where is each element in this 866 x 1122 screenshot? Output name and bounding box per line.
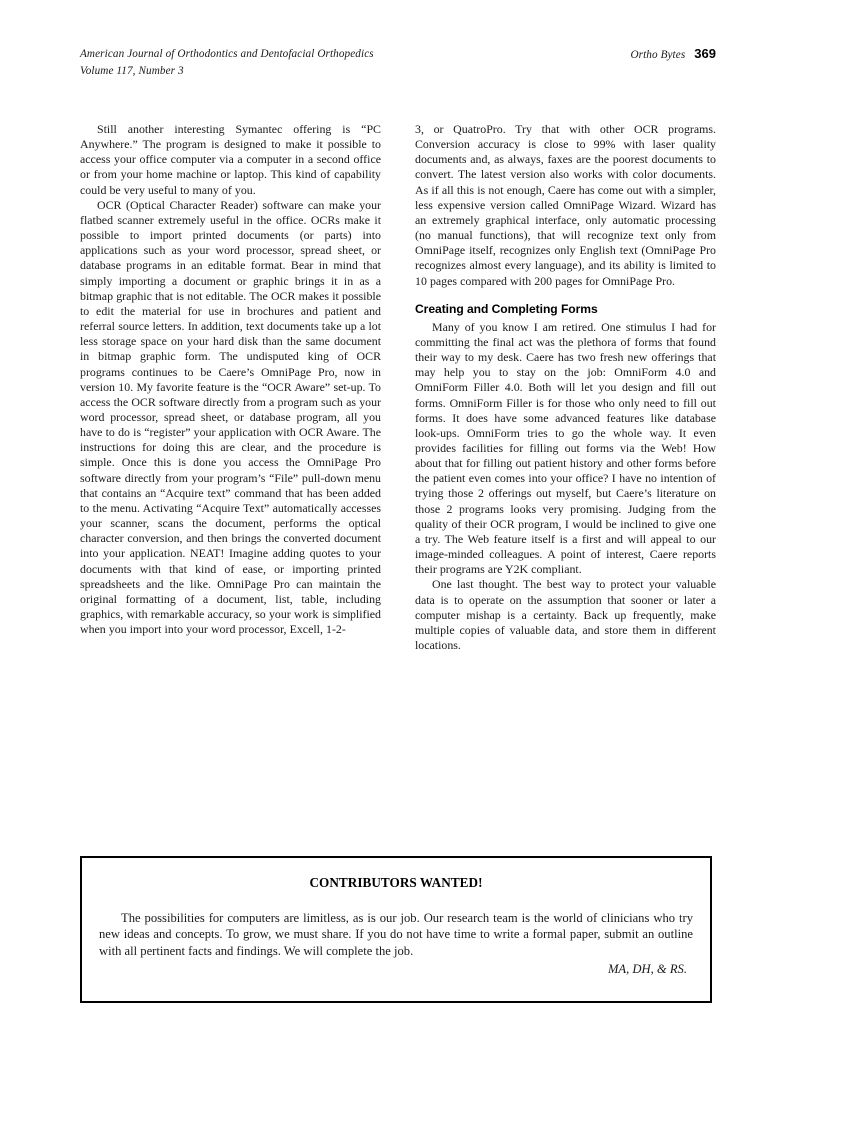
paragraph: OCR (Optical Character Reader) software can make your flatbed scanner extremely useful in the office. OCRs make it possible to import printed documents (or parts) into applications such as your word processor, spread sheet, or database programs in an editable format. Bear in mind that simply importing a document or graphic brings it in as a bitmap graphic that is not editable. The OCR makes it possible to edit the material for use in brochures and patient and referral source letters. In addition, text documents take up a lot less storage space on your hard disk than the same document in bitmap graphic form. The undisputed king of OCR programs continues to be Caere’s OmniPage Pro, now in version 10. My favorite feature is the “OCR Aware” set-up. To access the OCR software directly from a program such as your word processor, spread sheet, or database program, all you have to do is “register” your application with OCR Aware. The instructions for doing this are clear, and the procedure is simple. Once this is done you access the OmniPage Pro software directly from your program’s “File” pull-down menu that contains an “Acquire text” command that has been added to the menu. Activating “Acquire Text” automatically accesses your scanner, scans the document, performs the optical character conversion, and then brings the converted document into your application. NEAT! Imagine adding quotes to your documents with that kind of ease, or importing printed spreadsheets and the like. OmniPage Pro can maintain the original formatting of a document, list, table, including graphics, with remarkable accuracy, so your work is simplified when you import into your word processor, Excell, 1-2- bbox=[80, 197, 381, 637]
contributors-wanted-content bbox=[82, 858, 710, 978]
right-column bbox=[415, 122, 716, 653]
paragraph-continued: 3, or QuatroPro. Try that with other OCR programs. Conversion accuracy is close to 99% with laser quality documents and, as always, faxes are the poorest documents to convert. The latest version also works with color documents. As if all this is not enough, Caere has come out with a simpler, less expensive version called OmniPage Wizard. Wizard has an extremely graphical interface, only automatic processing (no manual functions), that will recognize text only from OmniPage itself, recognizes only English text (OmniPage Pro recognizes almost every language), and its ability is limited to 10 pages compared with 200 pages for OmniPage Pro. bbox=[415, 122, 716, 288]
page-number: 369 bbox=[694, 46, 716, 61]
paragraph: Still another interesting Symantec offering is “PC Anywhere.” The program is designed to make it possible to access your office computer via a computer in a second office or from your home machine or laptop. This kind of capability could be very useful to many of you. bbox=[80, 122, 381, 197]
left-column bbox=[80, 122, 381, 653]
journal-title bbox=[80, 46, 374, 79]
running-head-right bbox=[630, 46, 716, 61]
section-heading: Creating and Completing Forms bbox=[415, 301, 598, 316]
contributors-wanted-title: CONTRIBUTORS WANTED! bbox=[309, 875, 483, 890]
contributors-wanted-box bbox=[80, 856, 712, 1003]
journal-volume-issue: Volume 117, Number 3 bbox=[80, 64, 184, 77]
paragraph: One last thought. The best way to protect your valuable data is to operate on the assumption that sooner or later a computer mishap is a certainty. Back up frequently, make multiple copies of valuable data, and store them in different locations. bbox=[415, 577, 716, 652]
journal-title-line1: American Journal of Orthodontics and Dentofacial Orthopedics bbox=[80, 48, 374, 60]
section-name: Ortho Bytes bbox=[630, 49, 686, 61]
contributors-wanted-signature: MA, DH, & RS. bbox=[607, 962, 687, 977]
paragraph: Many of you know I am retired. One stimulus I had for committing the final act was the plethora of forms that found their way to my desk. Caere has two fresh new offerings that may help you to stay on the job: OmniForm 4.0 and OmniForm Filler 4.0. Both will let you design and fill out forms. OmniForm Filler is for those who only need to fill out forms. It does have some advanced features like database look-ups. OmniForm tries to go the whole way. It even provides facilities for filling out forms via the Web! How about that for filling out patient history and other forms before the patient even comes into your office? I have no intention of trying those 2 offerings out myself, but Caere’s literature on those 2 programs looks very promising. Judging from the quality of their OCR program, I would be inclined to give one a try. The Web feature itself is a first and will appeal to our image-minded colleagues. A point of interest, Caere reports their programs are Y2K compliant. bbox=[415, 319, 716, 577]
article-columns bbox=[80, 122, 716, 653]
contributors-wanted-body: The possibilities for computers are limitless, as is our job. Our research team is the world of clinicians who try new ideas and concepts. To grow, we must share. If you do not have time to write a formal paper, submit an outline with all pertinent facts and findings. We will complete the job. bbox=[99, 911, 693, 958]
running-head bbox=[80, 46, 716, 80]
